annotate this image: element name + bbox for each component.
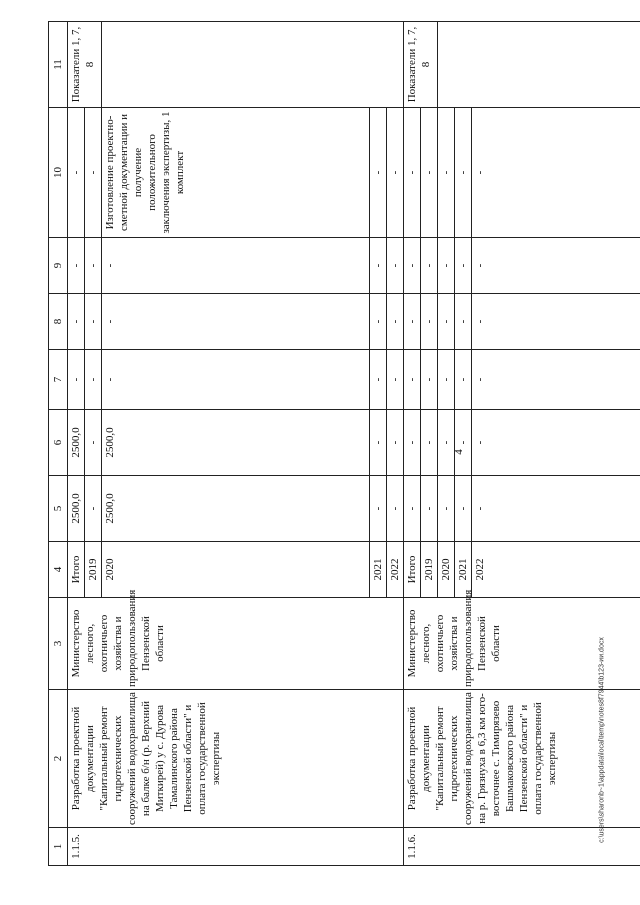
value-cell: - [387, 410, 404, 476]
value-cell: - [370, 238, 387, 294]
value-cell: - [472, 350, 640, 410]
value-cell: - [404, 350, 421, 410]
result-cell: - [370, 108, 387, 238]
value-cell: - [387, 238, 404, 294]
value-cell: - [455, 476, 472, 542]
value-cell: - [438, 476, 455, 542]
value-cell: - [102, 238, 370, 294]
header-cell-9: 9 [49, 238, 68, 294]
result-cell: - [472, 108, 640, 238]
value-cell: - [438, 350, 455, 410]
year-cell: 2021 [370, 542, 387, 598]
value-cell: - [438, 294, 455, 350]
value-cell: - [102, 294, 370, 350]
result-cell: - [421, 108, 438, 238]
row-description: Разработка проектной документации "Капитальный ремонт гидротехнических сооружений водохранилища на р. Грязнуха в 6,3 км юго-восточнее с. Тимирязево Башмаковского района Пензенской области" и оплата государственной экспертизы [404, 690, 640, 828]
value-cell: - [387, 350, 404, 410]
value-cell: - [404, 294, 421, 350]
header-cell-11: 11 [49, 22, 68, 108]
value-cell: - [421, 238, 438, 294]
value-cell: - [404, 238, 421, 294]
page-number: 4 [453, 449, 465, 455]
value-cell: - [370, 350, 387, 410]
result-cell: - [455, 108, 472, 238]
value-cell: - [68, 294, 85, 350]
rotated-table-sheet [48, 22, 602, 866]
value-cell: - [102, 350, 370, 410]
result-cell: - [85, 108, 102, 238]
header-cell-5: 5 [49, 476, 68, 542]
value-cell: - [472, 294, 640, 350]
header-cell-10: 10 [49, 108, 68, 238]
indicator-cell-empty [438, 22, 640, 108]
value-cell: - [421, 350, 438, 410]
result-cell: - [68, 108, 85, 238]
row-number: 1.1.6. [404, 828, 640, 866]
result-cell: - [387, 108, 404, 238]
value-cell: - [472, 476, 640, 542]
footer-file-path: c:\users\sharonb~1\appdata\local\temp\notes8f7944\b123-ии.docx [598, 637, 606, 843]
value-cell: - [438, 410, 455, 476]
header-cell-4: 4 [49, 542, 68, 598]
value-cell: - [455, 238, 472, 294]
header-cell-2: 2 [49, 690, 68, 828]
result-cell: - [404, 108, 421, 238]
value-cell: 2500,0 [102, 476, 370, 542]
value-cell: - [85, 410, 102, 476]
header-cell-6: 6 [49, 410, 68, 476]
value-cell: - [455, 410, 472, 476]
value-cell: - [421, 294, 438, 350]
indicator-cell-empty [102, 22, 404, 108]
value-cell: - [421, 476, 438, 542]
row-organization: Министерство лесного, охотничьего хозяйства и природопользования Пензенской области [68, 598, 404, 690]
indicator-cell: Показатели 1, 7, 8 [68, 22, 102, 108]
indicator-cell: Показатели 1, 7, 8 [404, 22, 438, 108]
year-cell: 2022 [472, 542, 640, 598]
result-cell: Изготовление проектно-сметной документации и получение положительного заключения экспертизы, 1 комплект [102, 108, 370, 238]
value-cell: - [387, 294, 404, 350]
result-cell: - [438, 108, 455, 238]
year-cell: 2022 [387, 542, 404, 598]
value-cell: - [404, 476, 421, 542]
row-organization: Министерство лесного, охотничьего хозяйства и природопользования Пензенской области [404, 598, 640, 690]
value-cell: - [85, 294, 102, 350]
value-cell: - [438, 238, 455, 294]
value-cell: - [404, 410, 421, 476]
value-cell: 2500,0 [68, 476, 85, 542]
table-row [404, 22, 421, 866]
value-cell: - [472, 410, 640, 476]
header-row [49, 22, 68, 866]
value-cell: - [370, 476, 387, 542]
header-cell-8: 8 [49, 294, 68, 350]
value-cell: - [370, 410, 387, 476]
value-cell: - [68, 350, 85, 410]
header-cell-1: 1 [49, 828, 68, 866]
year-cell: Итого [404, 542, 421, 598]
year-cell: 2019 [85, 542, 102, 598]
year-cell: 2021 [455, 542, 472, 598]
value-cell: 2500,0 [102, 410, 370, 476]
program-table [48, 21, 640, 866]
value-cell: - [85, 350, 102, 410]
row-description: Разработка проектной документации "Капитальный ремонт гидротехнических сооружений водохранилища на балке б/н (р. Верхний Миткирей) у с. Дурова Тамалинского района Пензенской области" и оплата государственной экспертизы [68, 690, 404, 828]
year-cell: Итого [68, 542, 85, 598]
value-cell: - [387, 476, 404, 542]
value-cell: - [370, 294, 387, 350]
value-cell: - [85, 476, 102, 542]
value-cell: - [68, 238, 85, 294]
year-cell: 2020 [438, 542, 455, 598]
row-number: 1.1.5. [68, 828, 404, 866]
value-cell: 2500,0 [68, 410, 85, 476]
value-cell: - [455, 350, 472, 410]
value-cell: - [421, 410, 438, 476]
value-cell: - [472, 238, 640, 294]
year-cell: 2019 [421, 542, 438, 598]
year-cell: 2020 [102, 542, 370, 598]
table-row [68, 22, 85, 866]
header-cell-3: 3 [49, 598, 68, 690]
value-cell: - [85, 238, 102, 294]
header-cell-7: 7 [49, 350, 68, 410]
value-cell: - [455, 294, 472, 350]
